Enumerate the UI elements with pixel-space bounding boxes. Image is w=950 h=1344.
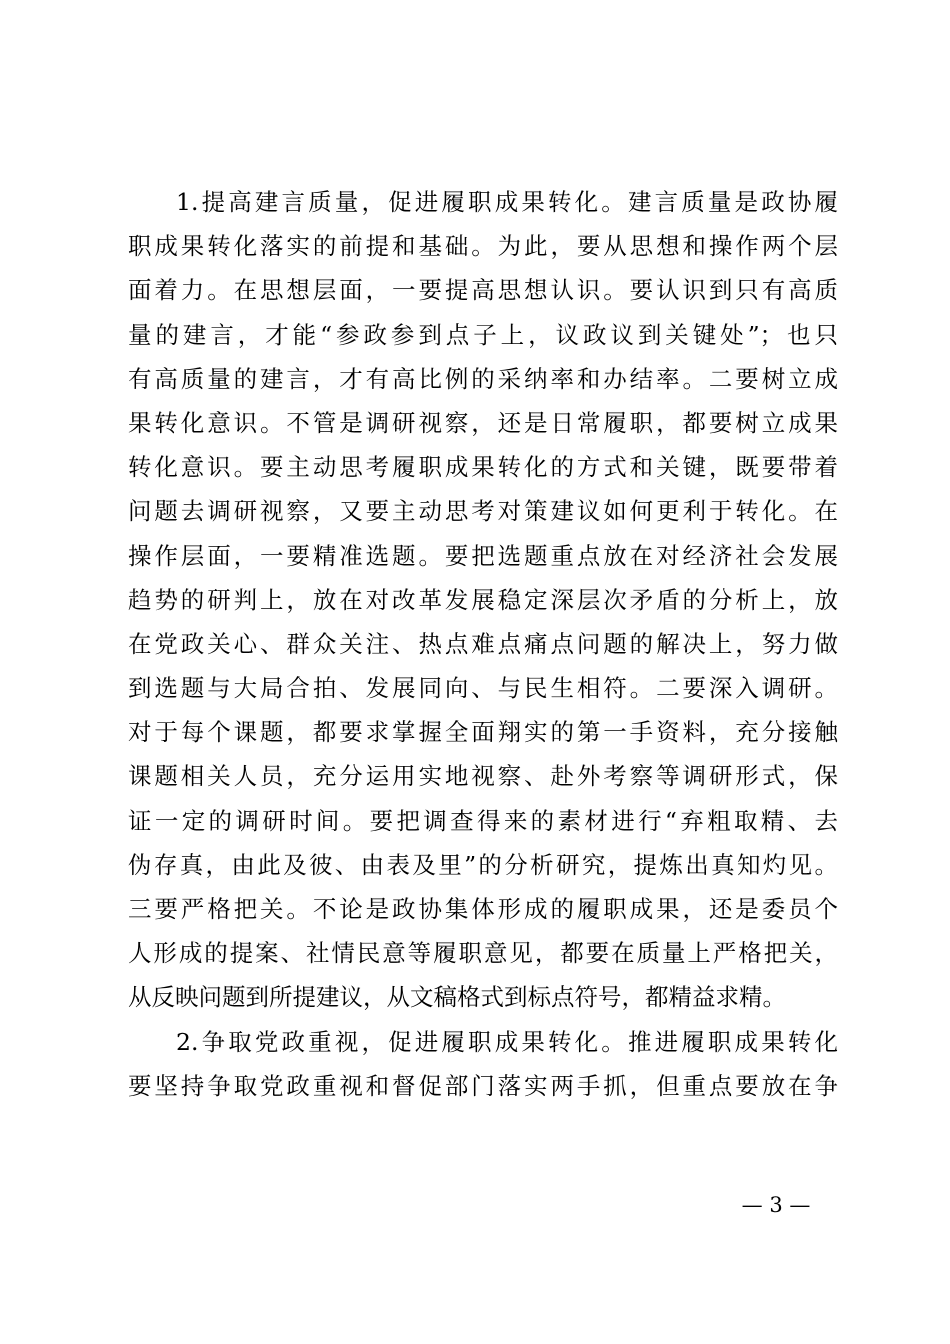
paragraph-1-line-9: 操作层面，一要精准选题。要把选题重点放在对经济社会发展 [128, 541, 838, 570]
paragraph-1-line-2: 职成果转化落实的前提和基础。为此，要从思想和操作两个层 [128, 232, 838, 261]
paragraph-1-line-17: 三要严格把关。不论是政协集体形成的履职成果，还是委员个 [128, 895, 838, 923]
paragraph-1-line-6: 果转化意识。不管是调研视察，还是日常履职，都要树立成果 [128, 408, 838, 437]
paragraph-1-line-11: 在党政关心、群众关注、热点难点痛点问题的解决上，努力做 [128, 629, 838, 658]
body-text [128, 180, 838, 1108]
paragraph-2-line-1: 2.争取党政重视，促进履职成果转化。推进履职成果转化 [176, 1027, 838, 1056]
paragraph-1-line-19: 从反映问题到所提建议，从文稿格式到标点符号，都精益求精。 [128, 983, 786, 1012]
paragraph-1-line-15: 证一定的调研时间。要把调查得来的素材进行“弃粗取精、去 [128, 806, 838, 835]
paragraph-1-line-5: 有高质量的建言，才有高比例的采纳率和办结率。二要树立成 [128, 364, 838, 393]
paragraph-1-line-13: 对于每个课题，都要求掌握全面翔实的第一手资料，充分接触 [128, 718, 838, 747]
paragraph-1-line-16: 伪存真，由此及彼、由表及里”的分析研究，提炼出真知灼见。 [128, 850, 838, 879]
paragraph-1-line-12: 到选题与大局合拍、发展同向、与民生相符。二要深入调研。 [128, 674, 838, 703]
paragraph-1-line-18: 人形成的提案、社情民意等履职意见，都要在质量上严格把关， [128, 939, 838, 968]
page-number: — 3 — [741, 1193, 811, 1217]
paragraph-1-line-8: 问题去调研视察，又要主动思考对策建议如何更利于转化。在 [128, 497, 838, 526]
paragraph-1-line-1: 1.提高建言质量，促进履职成果转化。建言质量是政协履 [176, 188, 838, 216]
paragraph-1-line-4: 量的建言，才能“参政参到点子上，议政议到关键处”；也只 [128, 320, 838, 349]
paragraph-1-line-3: 面着力。在思想层面，一要提高思想认识。要认识到只有高质 [128, 276, 838, 305]
paragraph-2-line-2: 要坚持争取党政重视和督促部门落实两手抓，但重点要放在争 [128, 1071, 838, 1100]
paragraph-1-line-7: 转化意识。要主动思考履职成果转化的方式和关键，既要带着 [128, 453, 838, 482]
paragraph-1-line-10: 趋势的研判上，放在对改革发展稳定深层次矛盾的分析上，放 [128, 585, 838, 614]
paragraph-1-line-14: 课题相关人员，充分运用实地视察、赴外考察等调研形式，保 [128, 762, 838, 791]
